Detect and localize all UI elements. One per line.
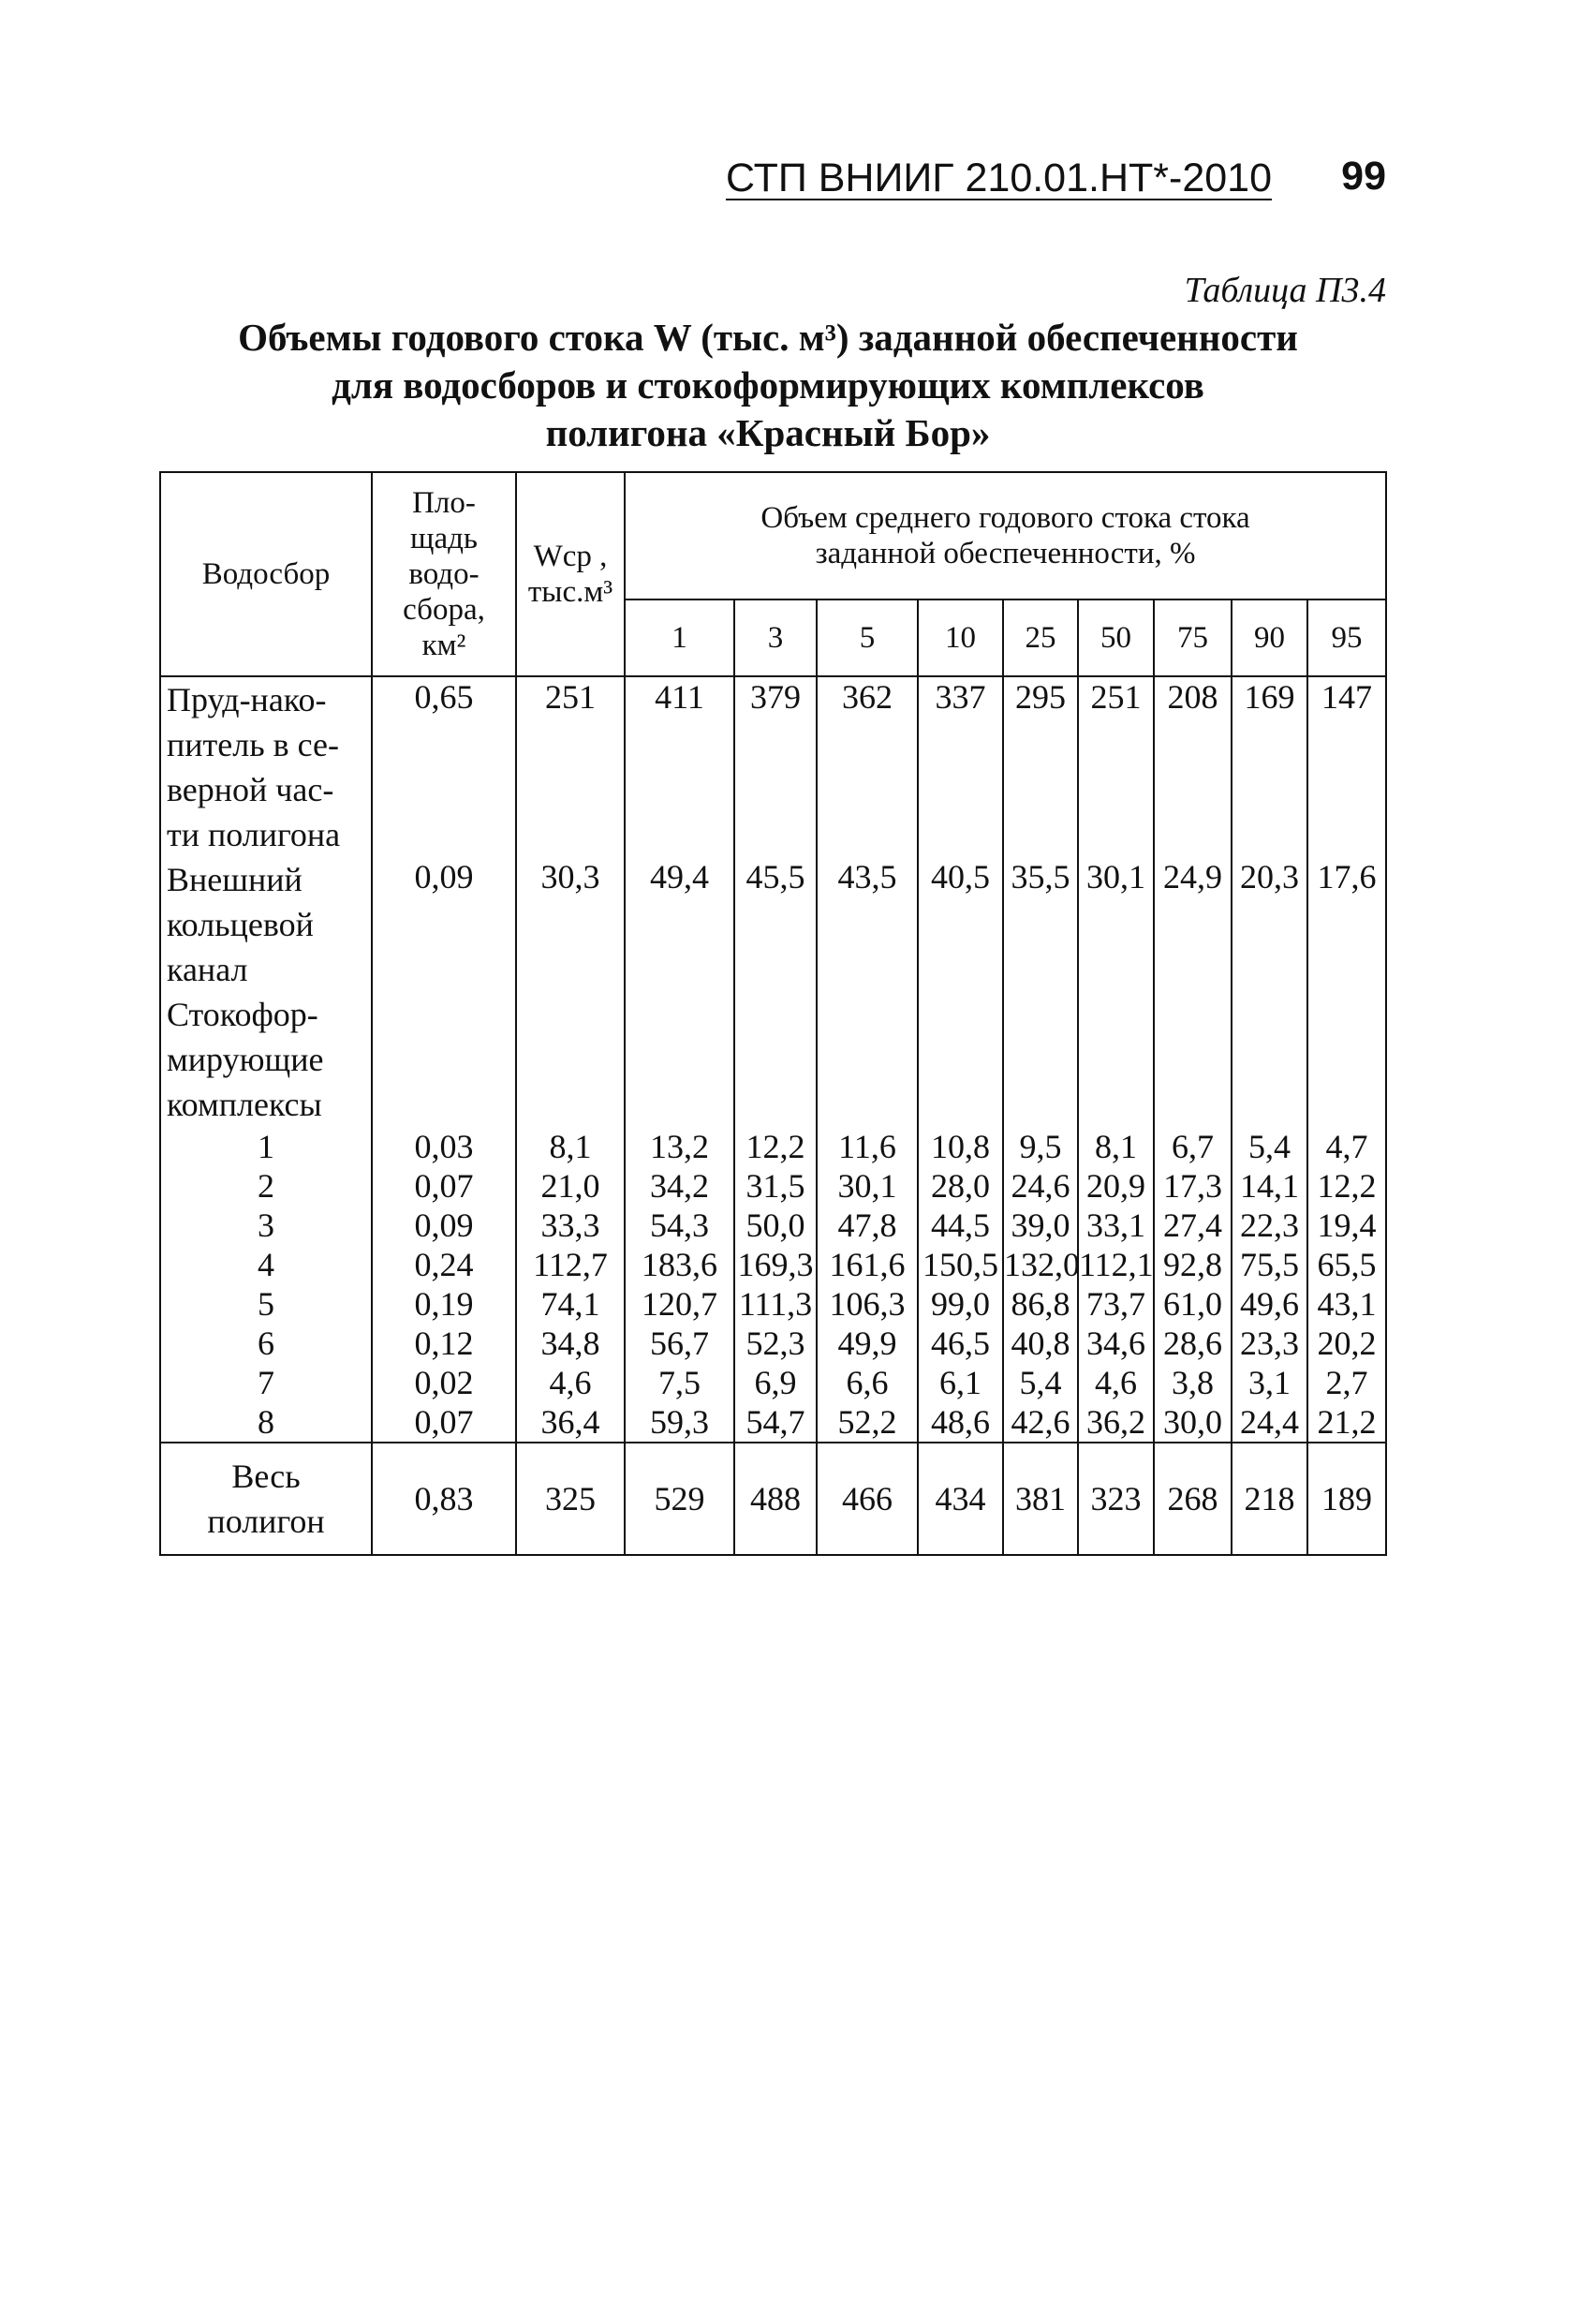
text-line: верной час- bbox=[167, 771, 334, 808]
text-line: 7 bbox=[258, 1364, 274, 1401]
text-line: заданной обеспеченности, % bbox=[815, 537, 1196, 570]
text-line: Весь bbox=[231, 1458, 301, 1495]
text-line: Объем среднего годового стока стока bbox=[760, 501, 1250, 535]
row-area: 0,19 bbox=[372, 1284, 516, 1324]
text-line: комплексы bbox=[167, 1086, 322, 1123]
header-probability-5: 5 bbox=[817, 600, 918, 676]
row-value: 34,2 bbox=[625, 1166, 734, 1206]
row-value: 150,5 bbox=[918, 1245, 1003, 1284]
row-value: 120,7 bbox=[625, 1284, 734, 1324]
row-value: 411 bbox=[625, 676, 734, 857]
row-name bbox=[160, 1363, 372, 1402]
total-value: 434 bbox=[918, 1443, 1003, 1555]
header-row-main bbox=[160, 472, 1386, 600]
row-wcp: 34,8 bbox=[516, 1324, 625, 1363]
row-value: 22,3 bbox=[1232, 1206, 1307, 1245]
text-line: 8 bbox=[258, 1403, 274, 1441]
row-value: 34,6 bbox=[1078, 1324, 1154, 1363]
header-wcp bbox=[516, 472, 625, 676]
row-value: 86,8 bbox=[1003, 1284, 1078, 1324]
row-value: 56,7 bbox=[625, 1324, 734, 1363]
row-value: 43,1 bbox=[1307, 1284, 1386, 1324]
row-value bbox=[817, 992, 918, 1127]
header-wcp-text bbox=[517, 539, 624, 610]
row-value: 4,7 bbox=[1307, 1127, 1386, 1166]
row-area: 0,07 bbox=[372, 1402, 516, 1443]
row-value: 5,4 bbox=[1232, 1127, 1307, 1166]
row-value: 6,7 bbox=[1154, 1127, 1232, 1166]
row-value: 24,4 bbox=[1232, 1402, 1307, 1443]
row-value: 59,3 bbox=[625, 1402, 734, 1443]
row-value: 92,8 bbox=[1154, 1245, 1232, 1284]
table-label: Таблица П3.4 bbox=[1184, 271, 1386, 310]
row-value: 49,9 bbox=[817, 1324, 918, 1363]
row-value: 12,2 bbox=[734, 1127, 817, 1166]
row-value: 52,2 bbox=[817, 1402, 918, 1443]
row-wcp: 112,7 bbox=[516, 1245, 625, 1284]
row-area: 0,09 bbox=[372, 857, 516, 992]
row-value: 21,2 bbox=[1307, 1402, 1386, 1443]
row-value bbox=[1003, 992, 1078, 1127]
row-value: 3,8 bbox=[1154, 1363, 1232, 1402]
text-line: 5 bbox=[258, 1285, 274, 1323]
row-area: 0,02 bbox=[372, 1363, 516, 1402]
row-wcp: 30,3 bbox=[516, 857, 625, 992]
runoff-table bbox=[159, 471, 1387, 1556]
row-value: 45,5 bbox=[734, 857, 817, 992]
table-row bbox=[160, 1363, 1386, 1402]
table-row bbox=[160, 1206, 1386, 1245]
row-value: 48,6 bbox=[918, 1402, 1003, 1443]
row-value: 3,1 bbox=[1232, 1363, 1307, 1402]
table-row bbox=[160, 676, 1386, 857]
row-wcp: 36,4 bbox=[516, 1402, 625, 1443]
row-area: 0,24 bbox=[372, 1245, 516, 1284]
row-value: 28,0 bbox=[918, 1166, 1003, 1206]
total-value: 381 bbox=[1003, 1443, 1078, 1555]
row-wcp: 251 bbox=[516, 676, 625, 857]
table-row bbox=[160, 1245, 1386, 1284]
row-value: 4,6 bbox=[1078, 1363, 1154, 1402]
row-value: 61,0 bbox=[1154, 1284, 1232, 1324]
header-area bbox=[372, 472, 516, 676]
text-line: Внешний bbox=[167, 861, 303, 898]
row-value: 17,6 bbox=[1307, 857, 1386, 992]
row-value: 44,5 bbox=[918, 1206, 1003, 1245]
row-value: 40,8 bbox=[1003, 1324, 1078, 1363]
row-area: 0,07 bbox=[372, 1166, 516, 1206]
row-value bbox=[1232, 992, 1307, 1127]
row-value: 28,6 bbox=[1154, 1324, 1232, 1363]
total-value: 189 bbox=[1307, 1443, 1386, 1555]
row-value: 8,1 bbox=[1078, 1127, 1154, 1166]
total-area: 0,83 bbox=[372, 1443, 516, 1555]
row-value: 27,4 bbox=[1154, 1206, 1232, 1245]
row-value: 17,3 bbox=[1154, 1166, 1232, 1206]
row-value: 75,5 bbox=[1232, 1245, 1307, 1284]
table-row bbox=[160, 1402, 1386, 1443]
row-value: 379 bbox=[734, 676, 817, 857]
row-value: 169 bbox=[1232, 676, 1307, 857]
text-line: 4 bbox=[258, 1246, 274, 1283]
row-value bbox=[625, 992, 734, 1127]
total-name bbox=[160, 1443, 372, 1555]
row-value: 42,6 bbox=[1003, 1402, 1078, 1443]
header-probability-3: 3 bbox=[734, 600, 817, 676]
row-area: 0,65 bbox=[372, 676, 516, 857]
text-line: питель в се- bbox=[167, 726, 340, 763]
text-line: полигон bbox=[207, 1502, 325, 1540]
header-area-text bbox=[373, 485, 515, 663]
header-probability-1: 1 bbox=[625, 600, 734, 676]
row-name bbox=[160, 1284, 372, 1324]
row-value: 65,5 bbox=[1307, 1245, 1386, 1284]
text-line: ти полигона bbox=[167, 816, 341, 853]
row-value: 161,6 bbox=[817, 1245, 918, 1284]
header-probability-group bbox=[625, 472, 1386, 600]
table-row bbox=[160, 1166, 1386, 1206]
row-value: 12,2 bbox=[1307, 1166, 1386, 1206]
row-value bbox=[734, 992, 817, 1127]
row-value: 40,5 bbox=[918, 857, 1003, 992]
row-value: 251 bbox=[1078, 676, 1154, 857]
text-line: водо- bbox=[408, 557, 480, 591]
text-line: щадь bbox=[410, 522, 478, 555]
row-value: 14,1 bbox=[1232, 1166, 1307, 1206]
row-value: 20,3 bbox=[1232, 857, 1307, 992]
table-title-line-1: Объемы годового стока W (тыс. м³) заданной обеспеченности bbox=[238, 316, 1298, 359]
text-line: тыс.м³ bbox=[527, 575, 613, 609]
row-wcp: 74,1 bbox=[516, 1284, 625, 1324]
row-value: 54,7 bbox=[734, 1402, 817, 1443]
row-value: 24,6 bbox=[1003, 1166, 1078, 1206]
row-name bbox=[160, 1166, 372, 1206]
row-name bbox=[160, 1402, 372, 1443]
row-name bbox=[160, 676, 372, 857]
row-value: 43,5 bbox=[817, 857, 918, 992]
text-line: км² bbox=[421, 629, 466, 662]
row-value: 20,9 bbox=[1078, 1166, 1154, 1206]
row-value: 30,0 bbox=[1154, 1402, 1232, 1443]
row-value: 111,3 bbox=[734, 1284, 817, 1324]
table-row bbox=[160, 1284, 1386, 1324]
row-value: 20,2 bbox=[1307, 1324, 1386, 1363]
row-name bbox=[160, 1245, 372, 1284]
row-value: 31,5 bbox=[734, 1166, 817, 1206]
row-value: 46,5 bbox=[918, 1324, 1003, 1363]
row-value: 49,6 bbox=[1232, 1284, 1307, 1324]
total-value: 488 bbox=[734, 1443, 817, 1555]
row-value: 24,9 bbox=[1154, 857, 1232, 992]
row-wcp bbox=[516, 992, 625, 1127]
row-value: 337 bbox=[918, 676, 1003, 857]
row-area: 0,09 bbox=[372, 1206, 516, 1245]
text-line: кольцевой bbox=[167, 906, 314, 943]
row-value: 30,1 bbox=[817, 1166, 918, 1206]
text-line: Стокофор- bbox=[167, 996, 318, 1033]
row-value: 132,0 bbox=[1004, 1246, 1080, 1283]
row-value bbox=[1154, 992, 1232, 1127]
text-line: 2 bbox=[258, 1167, 274, 1205]
row-value: 147 bbox=[1307, 676, 1386, 857]
table-title bbox=[159, 314, 1377, 457]
row-value: 106,3 bbox=[817, 1284, 918, 1324]
row-value: 5,4 bbox=[1003, 1363, 1078, 1402]
row-value bbox=[1078, 992, 1154, 1127]
row-wcp: 4,6 bbox=[516, 1363, 625, 1402]
table-title-line-3: полигона «Красный Бор» bbox=[545, 411, 991, 454]
text-line: Пло- bbox=[412, 486, 476, 520]
row-wcp: 33,3 bbox=[516, 1206, 625, 1245]
table-row bbox=[160, 992, 1386, 1127]
row-wcp: 21,0 bbox=[516, 1166, 625, 1206]
text-line: сбора, bbox=[403, 593, 485, 627]
row-value: 52,3 bbox=[734, 1324, 817, 1363]
row-value: 6,9 bbox=[734, 1363, 817, 1402]
row-name bbox=[160, 1206, 372, 1245]
header-probability-75: 75 bbox=[1154, 600, 1232, 676]
row-value: 33,1 bbox=[1078, 1206, 1154, 1245]
row-value: 362 bbox=[817, 676, 918, 857]
row-value: 112,1 bbox=[1079, 1246, 1154, 1283]
row-wcp: 8,1 bbox=[516, 1127, 625, 1166]
row-name bbox=[160, 1127, 372, 1166]
row-name bbox=[160, 857, 372, 992]
row-area: 0,12 bbox=[372, 1324, 516, 1363]
table-row bbox=[160, 1127, 1386, 1166]
table-row bbox=[160, 857, 1386, 992]
header-probability-10: 10 bbox=[918, 600, 1003, 676]
total-wcp: 325 bbox=[516, 1443, 625, 1555]
text-line: Wср , bbox=[533, 540, 608, 573]
row-value: 49,4 bbox=[625, 857, 734, 992]
row-value: 30,1 bbox=[1078, 857, 1154, 992]
row-value: 7,5 bbox=[625, 1363, 734, 1402]
total-value: 529 bbox=[625, 1443, 734, 1555]
text-line: мирующие bbox=[167, 1041, 324, 1078]
row-value: 36,2 bbox=[1078, 1402, 1154, 1443]
row-value: 99,0 bbox=[918, 1284, 1003, 1324]
page-number: 99 bbox=[1341, 154, 1386, 199]
row-value: 6,1 bbox=[918, 1363, 1003, 1402]
total-value: 323 bbox=[1078, 1443, 1154, 1555]
text-line: 6 bbox=[258, 1325, 274, 1362]
page-header bbox=[0, 148, 1386, 223]
row-value: 295 bbox=[1003, 676, 1078, 857]
row-value: 50,0 bbox=[734, 1206, 817, 1245]
row-value: 208 bbox=[1154, 676, 1232, 857]
row-value: 54,3 bbox=[625, 1206, 734, 1245]
row-name bbox=[160, 1324, 372, 1363]
row-value: 183,6 bbox=[625, 1245, 734, 1284]
row-area bbox=[372, 992, 516, 1127]
row-value: 2,7 bbox=[1307, 1363, 1386, 1402]
document-id: СТП ВНИИГ 210.01.НТ*-2010 bbox=[725, 155, 1272, 200]
row-value: 10,8 bbox=[918, 1127, 1003, 1166]
row-value: 19,4 bbox=[1307, 1206, 1386, 1245]
table-body bbox=[160, 676, 1386, 1555]
text-line: Пруд-нако- bbox=[167, 681, 327, 718]
row-value: 169,3 bbox=[734, 1245, 817, 1284]
header-probability-95: 95 bbox=[1307, 600, 1386, 676]
row-value: 73,7 bbox=[1078, 1284, 1154, 1324]
total-value: 466 bbox=[817, 1443, 918, 1555]
text-line: 3 bbox=[258, 1206, 274, 1244]
row-value: 13,2 bbox=[625, 1127, 734, 1166]
row-value: 11,6 bbox=[817, 1127, 918, 1166]
row-area: 0,03 bbox=[372, 1127, 516, 1166]
row-name bbox=[160, 992, 372, 1127]
row-value bbox=[1307, 992, 1386, 1127]
text-line: 1 bbox=[258, 1128, 274, 1165]
row-value: 47,8 bbox=[817, 1206, 918, 1245]
table-row-total bbox=[160, 1443, 1386, 1555]
header-probability-50: 50 bbox=[1078, 600, 1154, 676]
header-probability-25: 25 bbox=[1003, 600, 1078, 676]
row-value: 23,3 bbox=[1232, 1324, 1307, 1363]
total-value: 218 bbox=[1232, 1443, 1307, 1555]
row-value: 39,0 bbox=[1003, 1206, 1078, 1245]
row-value bbox=[918, 992, 1003, 1127]
row-value: 6,6 bbox=[817, 1363, 918, 1402]
row-value: 35,5 bbox=[1003, 857, 1078, 992]
header-probability-90: 90 bbox=[1232, 600, 1307, 676]
total-value: 268 bbox=[1154, 1443, 1232, 1555]
row-value: 9,5 bbox=[1003, 1127, 1078, 1166]
text-line: канал bbox=[167, 951, 248, 988]
table-title-line-2: для водосборов и стокоформирующих комплексов bbox=[332, 363, 1204, 407]
table-row bbox=[160, 1324, 1386, 1363]
header-probability-group-text bbox=[626, 500, 1385, 571]
header-catchment: Водосбор bbox=[160, 472, 372, 676]
